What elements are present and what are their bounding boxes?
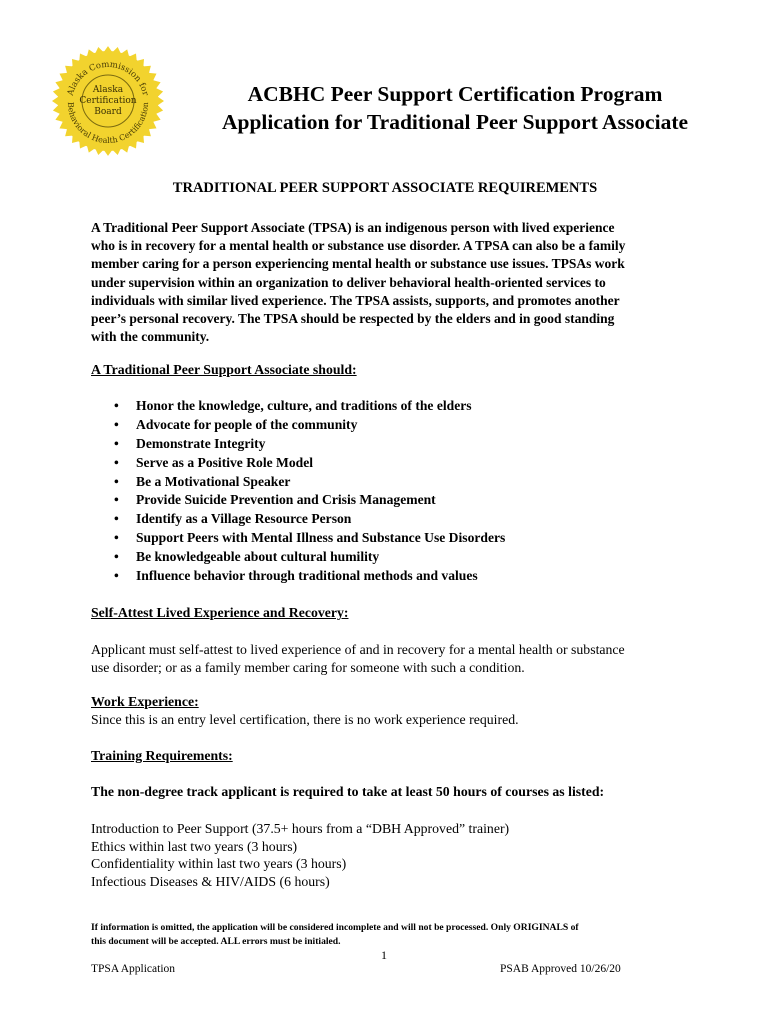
training-lead: The non-degree track applicant is required to take at least 50 hours of courses as listed: (91, 784, 605, 799)
intro-line: A Traditional Peer Support Associate (TPSA) is an indigenous person with lived experience (91, 220, 615, 235)
bullet-icon: • (114, 473, 119, 489)
title-line-2: Application for Traditional Peer Support Associate (221, 110, 689, 134)
seal-center-line3: Board (94, 107, 122, 117)
bullet-icon: • (114, 492, 119, 508)
list-item: • Honor the knowledge, culture, and traditions of the elders (110, 397, 505, 416)
should-heading: A Traditional Peer Support Associate should: (91, 362, 357, 377)
seal-center-line2: Certification (79, 96, 137, 106)
course-item: Infectious Diseases & HIV/AIDS (6 hours) (91, 873, 330, 889)
seal-top-text: Alaska Commission for (65, 59, 151, 97)
course-item: Ethics within last two years (3 hours) (91, 838, 298, 854)
intro-line: member caring for a person experiencing mental health or substance use issues. TPSAs work (91, 256, 625, 272)
work-experience-heading: Work Experience: (91, 694, 199, 709)
list-item: • Influence behavior through traditional methods and values (110, 567, 505, 586)
intro-line: who is in recovery for a mental health or substance use disorder. A TPSA can also be a family (91, 238, 626, 254)
work-experience-text: Since this is an entry level certification, there is no work experience required. (91, 712, 519, 727)
document-title (190, 80, 720, 136)
self-attest-text: Applicant must self-attest to lived experience of and in recovery for a mental health or substance use disorder; or as a family member caring for someone with such a condition. (91, 642, 625, 675)
list-item: • Advocate for people of the community (110, 416, 505, 435)
list-item: • Provide Suicide Prevention and Crisis Management (110, 491, 505, 510)
list-item: • Be knowledgeable about cultural humility (110, 548, 505, 567)
incomplete-notice: If information is omitted, the application will be considered incomplete and will not be processed. Only ORIGINALS of this document will be accepted. ALL errors must be initialed. (91, 922, 579, 947)
bullet-icon: • (114, 416, 119, 432)
seal-bottom-text: Behavioral Health Certification (65, 101, 151, 146)
bullet-icon: • (114, 398, 119, 413)
course-item: Confidentiality within last two years (3 hours) (91, 856, 347, 872)
intro-line: peer’s personal recovery. The TPSA should be respected by the elders and in good standing (91, 311, 615, 327)
course-item: Introduction to Peer Support (37.5+ hours from a “DBH Approved” trainer) (91, 821, 510, 836)
intro-line: under supervision within an organization to deliver behavioral health-oriented services to (91, 274, 606, 290)
requirements-intro (91, 219, 681, 346)
bullet-icon: • (114, 435, 119, 451)
list-item: • Serve as a Positive Role Model (110, 454, 505, 473)
bullet-icon: • (114, 568, 119, 584)
bullet-icon: • (114, 511, 119, 527)
footer-right-text: PSAB Approved 10/26/20 (500, 963, 621, 975)
page-number: 1 (381, 948, 387, 962)
requirements-heading: TRADITIONAL PEER SUPPORT ASSOCIATE REQUIREMENTS (172, 180, 598, 196)
seal-center-line1: Alaska (92, 85, 124, 95)
bullet-icon: • (114, 549, 119, 565)
list-item: • Identify as a Village Resource Person (110, 510, 505, 529)
list-item: • Be a Motivational Speaker (110, 473, 505, 492)
course-list (91, 820, 509, 890)
title-line-1: ACBHC Peer Support Certification Program (247, 82, 663, 106)
bullet-icon: • (114, 454, 119, 470)
self-attest-heading: Self-Attest Lived Experience and Recovery: (91, 605, 349, 620)
bullet-icon: • (114, 530, 119, 546)
list-item: • Support Peers with Mental Illness and Substance Use Disorders (110, 529, 505, 548)
footer-left-text: TPSA Application (91, 963, 176, 975)
acbhc-seal-logo (50, 45, 166, 157)
intro-line: individuals with similar lived experience. The TPSA assists, supports, and promotes another (91, 292, 620, 308)
intro-line: with the community. (91, 329, 210, 345)
should-list (110, 397, 505, 586)
training-heading: Training Requirements: (91, 748, 233, 763)
list-item: • Demonstrate Integrity (110, 435, 505, 454)
